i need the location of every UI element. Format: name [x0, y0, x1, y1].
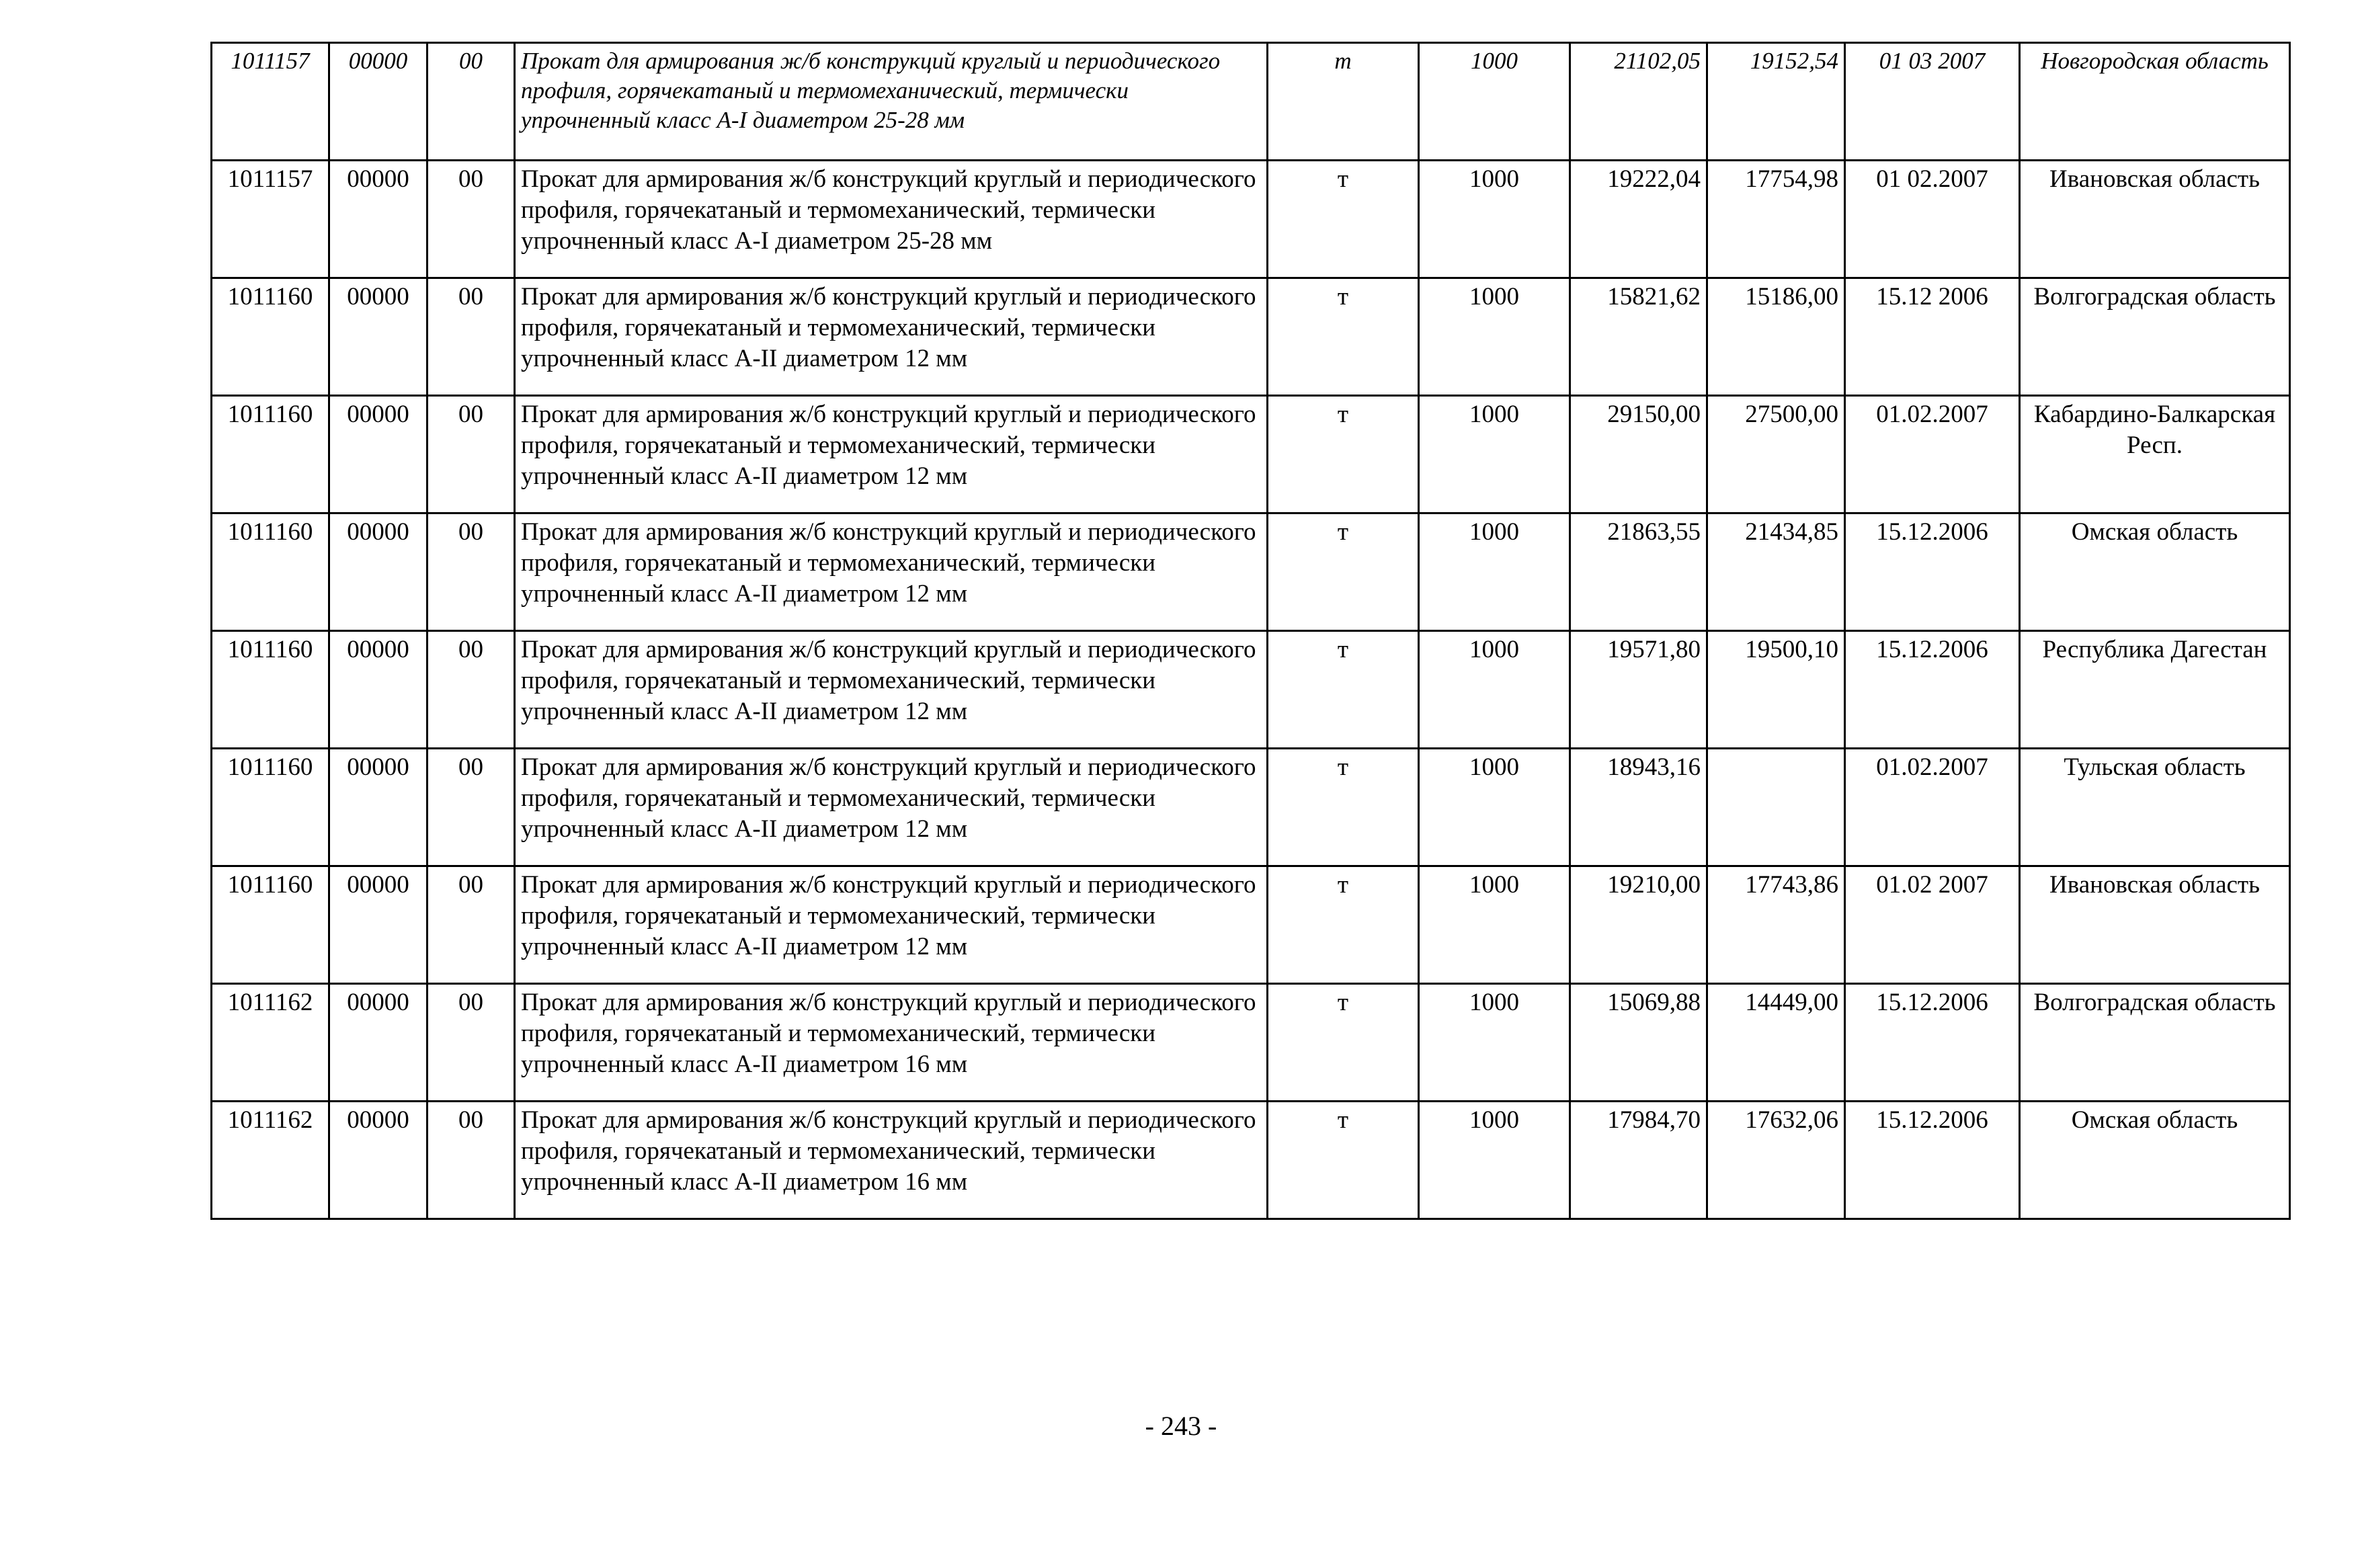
- cell-quantity: 1000: [1419, 749, 1570, 866]
- cell-name: Прокат для армирования ж/б конструкций круглый и периодического профиля, горячекатаный и термомеханический, термически упрочненный класс А-II диаметром 12 мм: [515, 749, 1268, 866]
- cell-quantity: 1000: [1419, 1102, 1570, 1219]
- cell-price-1: 17984,70: [1570, 1102, 1707, 1219]
- cell-date: 01.02.2007: [1845, 749, 2020, 866]
- cell-price-2: 21434,85: [1707, 513, 1845, 631]
- cell-price-2: 17632,06: [1707, 1102, 1845, 1219]
- cell-name: Прокат для армирования ж/б конструкций круглый и периодического профиля, горячекатаный и термомеханический, термически упрочненный класс А-II диаметром 12 мм: [515, 513, 1268, 631]
- cell-unit: т: [1268, 1102, 1419, 1219]
- cell-subcode: 00000: [329, 513, 427, 631]
- cell-unit: т: [1268, 631, 1419, 749]
- cell-price-1: 19210,00: [1570, 866, 1707, 984]
- cell-name: Прокат для армирования ж/б конструкций круглый и периодического профиля, горячекатаный и термомеханический, термически упрочненный класс А-II диаметром 16 мм: [515, 1102, 1268, 1219]
- cell-code: 1011162: [212, 1102, 329, 1219]
- cell-quantity: 1000: [1419, 161, 1570, 278]
- cell-name: Прокат для армирования ж/б конструкций круглый и периодического профиля, горячекатаный и термомеханический, термически упрочненный класс А-II диаметром 12 мм: [515, 631, 1268, 749]
- cell-name: Прокат для армирования ж/б конструкций круглый и периодического профиля, горячекатаный и термомеханический, термически упрочненный класс А-II диаметром 12 мм: [515, 866, 1268, 984]
- cell-price-1: 19571,80: [1570, 631, 1707, 749]
- cell-unit: т: [1268, 161, 1419, 278]
- cell-date: 15.12.2006: [1845, 513, 2020, 631]
- cell-price-1: 21102,05: [1570, 43, 1707, 161]
- cell-code: 1011162: [212, 984, 329, 1102]
- cell-subcode: 00000: [329, 278, 427, 396]
- cell-class: 00: [427, 1102, 515, 1219]
- cell-class: 00: [427, 513, 515, 631]
- cell-region: Ивановская область: [2020, 161, 2290, 278]
- cell-unit: т: [1268, 278, 1419, 396]
- cell-name: Прокат для армирования ж/б конструкций круглый и периодического профиля, горячекатаный и термомеханический, термически упрочненный класс А-II диаметром 12 мм: [515, 396, 1268, 513]
- cell-region: Новгородская область: [2020, 43, 2290, 161]
- cell-quantity: 1000: [1419, 866, 1570, 984]
- cell-price-2: 19500,10: [1707, 631, 1845, 749]
- cell-code: 1011160: [212, 749, 329, 866]
- cell-price-2: 15186,00: [1707, 278, 1845, 396]
- cell-price-2: 17743,86: [1707, 866, 1845, 984]
- table-row: [212, 43, 2290, 161]
- cell-unit: т: [1268, 749, 1419, 866]
- cell-price-1: 29150,00: [1570, 396, 1707, 513]
- price-table: [210, 42, 2291, 1220]
- cell-class: 00: [427, 866, 515, 984]
- cell-unit: т: [1268, 513, 1419, 631]
- cell-subcode: 00000: [329, 631, 427, 749]
- cell-name: Прокат для армирования ж/б конструкций круглый и периодического профиля, горячекатаный и термомеханический, термически упрочненный класс А-II диаметром 12 мм: [515, 278, 1268, 396]
- cell-date: 01.02 2007: [1845, 866, 2020, 984]
- cell-name: Прокат для армирования ж/б конструкций круглый и периодического профиля, горячекатаный и термомеханический, термически упрочненный класс А-I диаметром 25-28 мм: [515, 43, 1268, 161]
- cell-price-2: 17754,98: [1707, 161, 1845, 278]
- cell-quantity: 1000: [1419, 984, 1570, 1102]
- cell-price-1: 19222,04: [1570, 161, 1707, 278]
- cell-subcode: 00000: [329, 984, 427, 1102]
- cell-date: 15.12 2006: [1845, 278, 2020, 396]
- cell-quantity: 1000: [1419, 278, 1570, 396]
- cell-code: 1011157: [212, 43, 329, 161]
- table-row: [212, 866, 2290, 984]
- cell-price-1: 21863,55: [1570, 513, 1707, 631]
- cell-class: 00: [427, 396, 515, 513]
- cell-class: 00: [427, 749, 515, 866]
- cell-region: Омская область: [2020, 513, 2290, 631]
- cell-unit: т: [1268, 866, 1419, 984]
- cell-unit: т: [1268, 984, 1419, 1102]
- cell-class: 00: [427, 631, 515, 749]
- cell-date: 01.02.2007: [1845, 396, 2020, 513]
- cell-quantity: 1000: [1419, 513, 1570, 631]
- cell-name: Прокат для армирования ж/б конструкций круглый и периодического профиля, горячекатаный и термомеханический, термически упрочненный класс А-II диаметром 16 мм: [515, 984, 1268, 1102]
- cell-code: 1011160: [212, 513, 329, 631]
- table-row: [212, 278, 2290, 396]
- cell-class: 00: [427, 278, 515, 396]
- cell-subcode: 00000: [329, 749, 427, 866]
- cell-date: 01 02.2007: [1845, 161, 2020, 278]
- cell-code: 1011160: [212, 396, 329, 513]
- cell-price-2: 14449,00: [1707, 984, 1845, 1102]
- cell-quantity: 1000: [1419, 631, 1570, 749]
- cell-date: 15.12.2006: [1845, 1102, 2020, 1219]
- cell-price-2: 27500,00: [1707, 396, 1845, 513]
- cell-price-1: 15069,88: [1570, 984, 1707, 1102]
- cell-code: 1011157: [212, 161, 329, 278]
- table-row: [212, 749, 2290, 866]
- page-number: - 243 -: [1145, 1411, 1217, 1441]
- cell-region: Волгоградская область: [2020, 278, 2290, 396]
- table-row: [212, 631, 2290, 749]
- cell-date: 01 03 2007: [1845, 43, 2020, 161]
- cell-subcode: 00000: [329, 866, 427, 984]
- cell-region: Ивановская область: [2020, 866, 2290, 984]
- cell-subcode: 00000: [329, 396, 427, 513]
- cell-name: Прокат для армирования ж/б конструкций круглый и периодического профиля, горячекатаный и термомеханический, термически упрочненный класс А-I диаметром 25-28 мм: [515, 161, 1268, 278]
- cell-price-1: 15821,62: [1570, 278, 1707, 396]
- cell-class: 00: [427, 43, 515, 161]
- cell-subcode: 00000: [329, 43, 427, 161]
- cell-code: 1011160: [212, 631, 329, 749]
- table-row: [212, 161, 2290, 278]
- cell-code: 1011160: [212, 278, 329, 396]
- cell-unit: т: [1268, 396, 1419, 513]
- table-row: [212, 984, 2290, 1102]
- cell-price-1: 18943,16: [1570, 749, 1707, 866]
- cell-subcode: 00000: [329, 1102, 427, 1219]
- cell-date: 15.12.2006: [1845, 984, 2020, 1102]
- table-row: [212, 513, 2290, 631]
- cell-class: 00: [427, 984, 515, 1102]
- cell-quantity: 1000: [1419, 396, 1570, 513]
- cell-date: 15.12.2006: [1845, 631, 2020, 749]
- cell-region: Тульская область: [2020, 749, 2290, 866]
- table-row: [212, 396, 2290, 513]
- cell-code: 1011160: [212, 866, 329, 984]
- cell-quantity: 1000: [1419, 43, 1570, 161]
- cell-subcode: 00000: [329, 161, 427, 278]
- cell-region: Кабардино-Балкарская Респ.: [2020, 396, 2290, 513]
- cell-price-2: 19152,54: [1707, 43, 1845, 161]
- cell-class: 00: [427, 161, 515, 278]
- cell-unit: т: [1268, 43, 1419, 161]
- cell-region: Волгоградская область: [2020, 984, 2290, 1102]
- cell-price-2: [1707, 749, 1845, 866]
- cell-region: Омская область: [2020, 1102, 2290, 1219]
- table-body: [212, 43, 2290, 1219]
- table-row: [212, 1102, 2290, 1219]
- cell-region: Республика Дагестан: [2020, 631, 2290, 749]
